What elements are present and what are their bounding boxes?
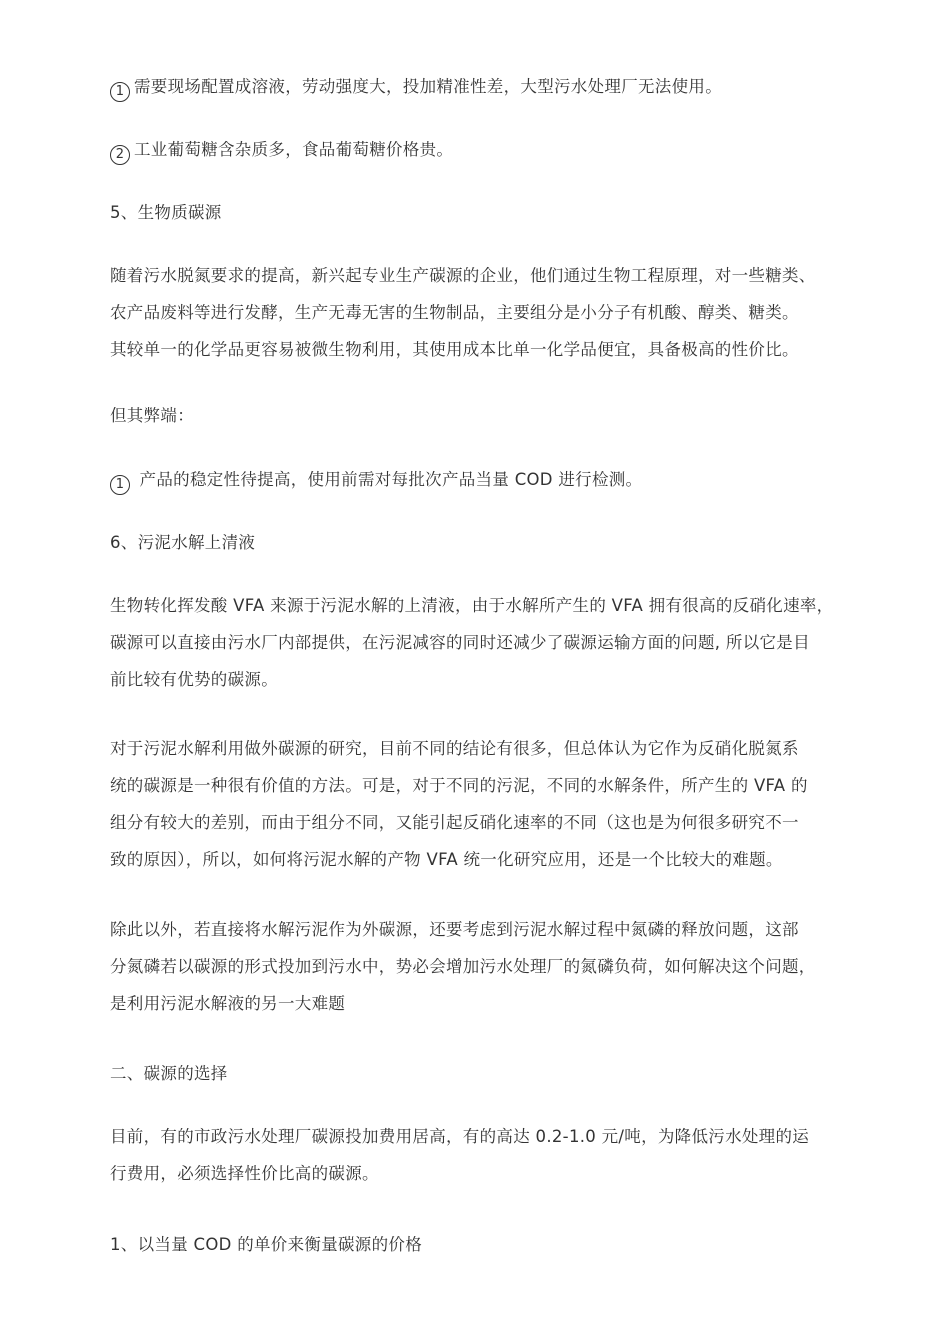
section-heading: 6、污泥水解上清液 <box>110 533 256 552</box>
paragraph <box>110 1118 860 1192</box>
text-line: 其较单一的化学品更容易被微生物利用，其使用成本比单一化学品便宜，具备极高的性价比。 <box>110 340 799 359</box>
text-line: 致的原因），所以，如何将污泥水解的产物 VFA 统一化研究应用，还是一个比较大的难题。 <box>110 850 783 869</box>
paragraph <box>110 587 860 698</box>
text-line: 统的碳源是一种很有价值的方法。可是，对于不同的污泥，不同的水解条件，所产生的 VFA 的 <box>110 776 808 795</box>
list-item-text: 产品的稳定性待提高，使用前需对每批次产品当量 COD 进行检测。 <box>134 470 643 489</box>
section-heading: 二、碳源的选择 <box>110 1064 228 1083</box>
text-line: 碳源可以直接由污水厂内部提供，在污泥减容的同时还减少了碳源运输方面的问题, 所以它是目 <box>110 633 810 652</box>
text-line: 行费用，必须选择性价比高的碳源。 <box>110 1164 379 1183</box>
text-line: 生物转化挥发酸 VFA 来源于污泥水解的上清液，由于水解所产生的 VFA 拥有很高的反硝化速率， <box>110 596 834 615</box>
section-heading: 1、以当量 COD 的单价来衡量碳源的价格 <box>110 1235 423 1254</box>
paragraph <box>110 257 860 368</box>
text-line: 分氮磷若以碳源的形式投加到污水中，势必会增加污水处理厂的氮磷负荷，如何解决这个问题， <box>110 957 816 976</box>
text-line: 农产品废料等进行发酵，生产无毒无害的生物制品，主要组分是小分子有机酸、醇类、糖类。 <box>110 303 799 322</box>
text-line: 对于污泥水解利用做外碳源的研究，目前不同的结论有很多，但总体认为它作为反硝化脱氮系 <box>110 739 799 758</box>
text-line: 目前，有的市政污水处理厂碳源投加费用居高，有的高达 0.2-1.0 元/吨，为降低污水处理的运 <box>110 1127 810 1146</box>
list-item-text: 需要现场配置成溶液，劳动强度大，投加精准性差，大型污水处理厂无法使用。 <box>134 77 722 96</box>
text-line: 前比较有优势的碳源。 <box>110 670 278 689</box>
drawbacks-label: 但其弊端： <box>110 406 194 425</box>
section-heading: 5、生物质碳源 <box>110 203 222 222</box>
list-item-text: 工业葡萄糖含杂质多，食品葡萄糖价格贵。 <box>134 140 454 159</box>
list-item <box>110 461 860 498</box>
circled-number: 1 <box>110 475 130 495</box>
paragraph <box>110 911 860 1022</box>
text-line: 除此以外，若直接将水解污泥作为外碳源，还要考虑到污泥水解过程中氮磷的释放问题，这部 <box>110 920 799 939</box>
circled-number: 1 <box>110 82 130 102</box>
text-line: 随着污水脱氮要求的提高，新兴起专业生产碳源的企业，他们通过生物工程原理，对一些糖类、 <box>110 266 816 285</box>
text-line: 组分有较大的差别，而由于组分不同，又能引起反硝化速率的不同（这也是为何很多研究不一 <box>110 813 799 832</box>
text-line: 是利用污泥水解液的另一大难题 <box>110 994 346 1013</box>
list-item <box>110 131 860 168</box>
list-item <box>110 68 860 105</box>
paragraph <box>110 730 860 878</box>
circled-number: 2 <box>110 145 130 165</box>
